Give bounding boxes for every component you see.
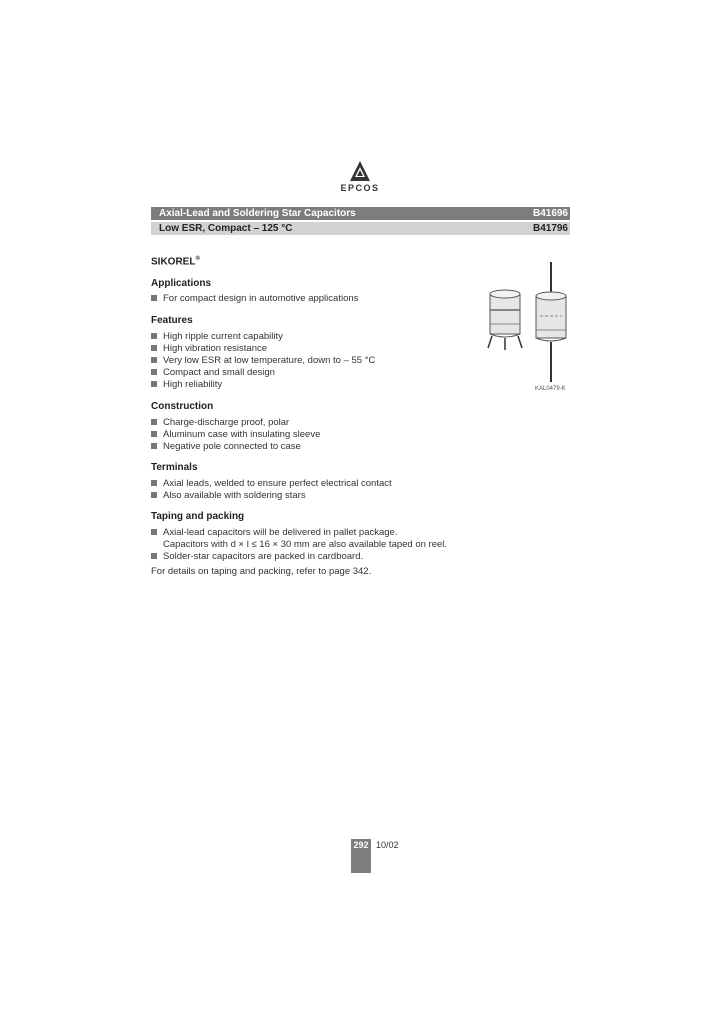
registered-mark: ® xyxy=(195,256,200,262)
bullet-icon xyxy=(151,492,157,498)
list-item: High vibration resistance xyxy=(151,343,267,354)
capacitor-illustration xyxy=(482,258,574,398)
list-item: Axial-lead capacitors will be delivered in pallet package. xyxy=(151,527,397,538)
footnote: For details on taping and packing, refer to page 342. xyxy=(151,566,372,577)
bullet-icon xyxy=(151,419,157,425)
list-item: Also available with soldering stars xyxy=(151,490,306,501)
bullet-icon xyxy=(151,431,157,437)
title-band xyxy=(151,207,570,220)
applications-heading: Applications xyxy=(151,278,212,289)
bullet-icon xyxy=(151,295,157,301)
page-number: 292 xyxy=(353,840,369,850)
product-title: Axial-Lead and Soldering Star Capacitors xyxy=(159,208,356,219)
bullet-icon xyxy=(151,443,157,449)
bullet-icon xyxy=(151,369,157,375)
list-item-continued: Capacitors with d × l ≤ 16 × 30 mm are also available taped on reel. xyxy=(163,539,448,550)
construction-heading: Construction xyxy=(151,401,214,412)
figure-label: KAL0479-K xyxy=(535,386,566,392)
list-item: Aluminum case with insulating sleeve xyxy=(151,429,320,440)
brand-name: SIKOREL® xyxy=(151,256,200,268)
part-number-1: B41696 xyxy=(532,208,568,219)
edition-date: 10/02 xyxy=(376,840,399,850)
bullet-icon xyxy=(151,345,157,351)
list-item: Solder-star capacitors are packed in cardboard. xyxy=(151,551,363,562)
list-item: Very low ESR at low temperature, down to – 55 °C xyxy=(151,355,375,366)
bullet-icon xyxy=(151,480,157,486)
bullet-icon xyxy=(151,381,157,387)
list-item: Axial leads, welded to ensure perfect electrical contact xyxy=(151,478,392,489)
bullet-icon xyxy=(151,357,157,363)
epcos-logo-icon xyxy=(349,160,371,182)
list-item: High reliability xyxy=(151,379,222,390)
part-number-2: B41796 xyxy=(532,223,568,234)
bullet-icon xyxy=(151,333,157,339)
terminals-heading: Terminals xyxy=(151,462,198,473)
taping-heading: Taping and packing xyxy=(151,511,245,522)
list-item: For compact design in automotive applications xyxy=(151,293,358,304)
list-item: Compact and small design xyxy=(151,367,275,378)
list-item: High ripple current capability xyxy=(151,331,283,342)
bullet-icon xyxy=(151,529,157,535)
product-subtitle: Low ESR, Compact – 125 °C xyxy=(159,223,293,234)
logo-text: EPCOS xyxy=(340,183,380,193)
list-item: Negative pole connected to case xyxy=(151,441,301,452)
features-heading: Features xyxy=(151,315,193,326)
subtitle-band xyxy=(151,222,570,235)
capacitor-figure xyxy=(482,258,574,398)
epcos-logo xyxy=(336,160,384,193)
list-item: Charge-discharge proof, polar xyxy=(151,417,289,428)
bullet-icon xyxy=(151,553,157,559)
